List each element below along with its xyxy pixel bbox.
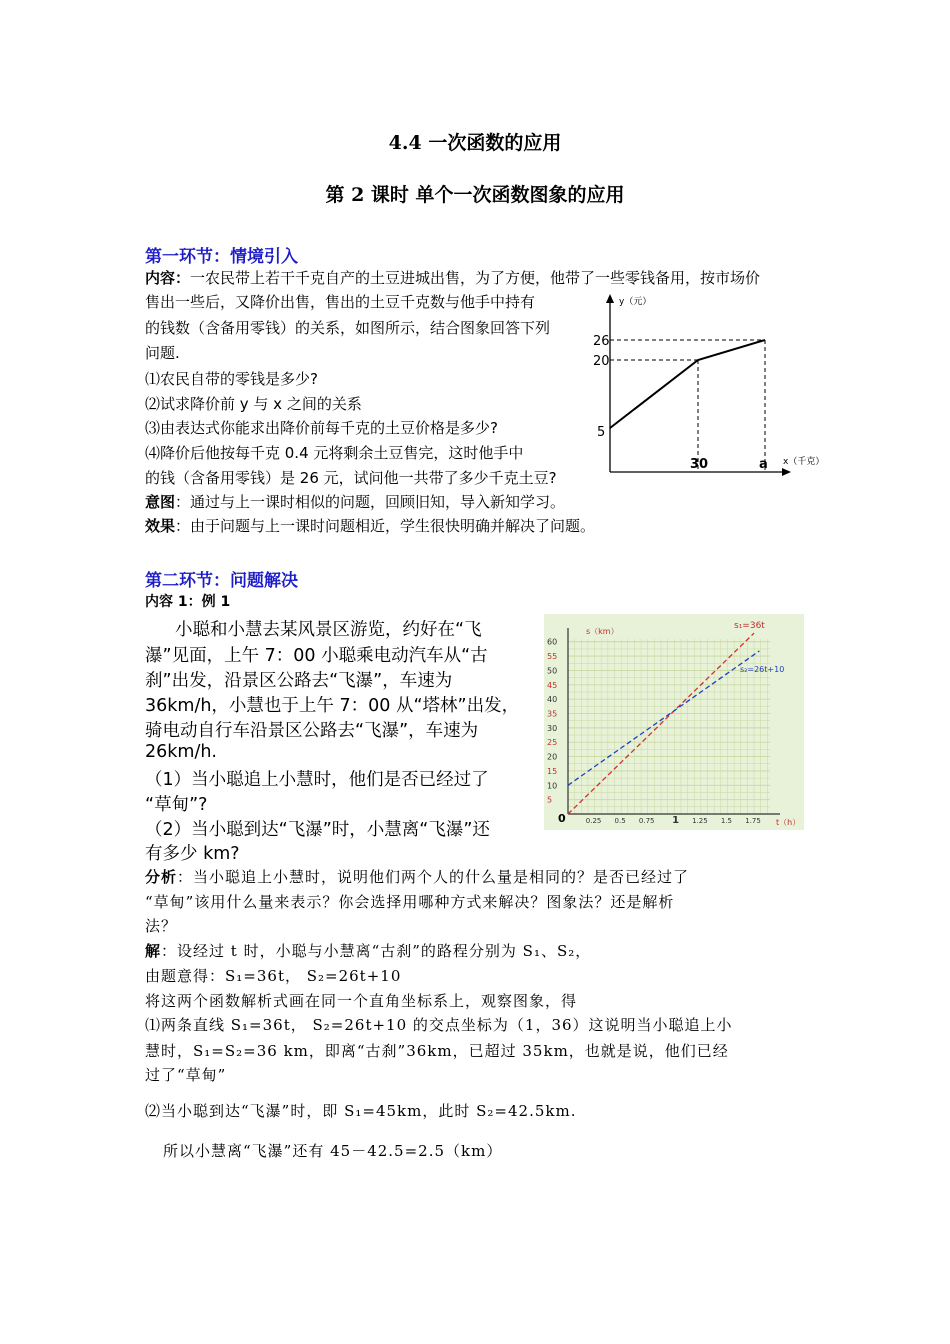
x-tick-label: 1 bbox=[672, 815, 680, 826]
example-line3: 刹”出发，沿景区公路去“飞瀑”，车速为 bbox=[145, 671, 453, 691]
example-line2: 瀑”见面，上午 7：00 小聪乘电动汽车从“古 bbox=[145, 646, 488, 666]
solution-text: ：设经过 t 时，小聪与小慧离“古刹”的路程分别为 S₁、S₂， bbox=[161, 942, 592, 960]
content-text: 一农民带上若干千克自产的土豆进城出售，为了方便，他带了一些零钱备用，按市场价 bbox=[190, 269, 761, 287]
content-label: 内容： bbox=[145, 269, 191, 287]
distance-time-chart bbox=[544, 614, 804, 830]
document-title: 4.4 一次函数的应用 bbox=[388, 132, 562, 154]
chart-background bbox=[544, 614, 804, 830]
section2-heading: 第二环节：问题解决 bbox=[145, 571, 298, 591]
question-4-line2: 的钱（含备用零钱）是 26 元，试问他一共带了多少千克土豆? bbox=[145, 469, 557, 487]
example-q1-line1: （1）当小聪追上小慧时，他们是否已经过了 bbox=[145, 770, 489, 790]
x-tick-label: 1.25 bbox=[692, 817, 708, 825]
x-tick-label: 0.25 bbox=[585, 817, 602, 825]
example-line4: 36km/h，小慧也于上午 7：00 从“塔林”出发， bbox=[145, 696, 520, 716]
y-tick-20: 20 bbox=[593, 354, 610, 369]
y-tick-label: 5 bbox=[547, 795, 553, 805]
example-line6: 26km/h. bbox=[145, 742, 217, 762]
price-graph bbox=[585, 290, 825, 480]
y-tick-5: 5 bbox=[597, 425, 606, 440]
analysis-line1 bbox=[145, 866, 689, 887]
solution-line2: 由题意得：S₁=36t， S₂=26t+10 bbox=[145, 967, 402, 985]
effect-label: 效果 bbox=[145, 517, 176, 535]
section1-content-line3: 的钱数（含备用零钱）的关系，如图所示，结合图象回答下列 bbox=[145, 319, 551, 337]
section1-heading: 第一环节：情境引入 bbox=[145, 247, 298, 267]
y-axis-label: y（元） bbox=[619, 297, 652, 307]
x-axis-label: x（千克） bbox=[783, 457, 825, 467]
analysis-label: 分析 bbox=[145, 868, 178, 886]
x-axis-arrow bbox=[782, 468, 791, 476]
section1-content-line1 bbox=[145, 266, 760, 290]
y-tick-label: 10 bbox=[547, 781, 558, 791]
series-s1-label: s₁=36t bbox=[734, 621, 765, 631]
solution-line4: ⑴两条直线 S₁=36t， S₂=26t+10 的交点坐标为（1，36）这说明当小聪追上小 bbox=[145, 1016, 733, 1034]
x-tick-label: 0.5 bbox=[614, 817, 626, 825]
y-tick-label: 55 bbox=[547, 652, 558, 662]
intent-text: ：通过与上一课时相似的问题，回顾旧知，导入新知学习。 bbox=[175, 493, 566, 511]
money-line bbox=[610, 340, 765, 428]
y-tick-label: 35 bbox=[547, 709, 558, 719]
y-tick-label: 45 bbox=[547, 680, 558, 690]
solution-line3: 将这两个函数解析式画在同一个直角坐标系上，观察图象，得 bbox=[145, 992, 578, 1010]
example-line5: 骑电动自行车沿景区公路去“飞瀑”，车速为 bbox=[145, 721, 479, 741]
solution-line8: 所以小慧离“飞瀑”还有 45－42.5=2.5（km） bbox=[163, 1142, 503, 1160]
solution-label: 解 bbox=[145, 942, 162, 960]
y-tick-label: 20 bbox=[547, 752, 558, 762]
solution-line6: 过了“草甸” bbox=[145, 1066, 227, 1084]
example-q1-line2: “草甸”? bbox=[145, 795, 208, 815]
question-4-line1: ⑷降价后他按每千克 0.4 元将剩余土豆售完，这时他手中 bbox=[145, 444, 524, 462]
analysis-line2: “草甸”该用什么量来表示？你会选择用哪种方式来解决？图象法？还是解析 bbox=[145, 893, 675, 911]
section1-content-line4: 问题. bbox=[145, 344, 180, 362]
y-tick-label: 30 bbox=[547, 723, 558, 733]
analysis-text: ：当小聪追上小慧时，说明他们两个人的什么量是相同的？是否已经过了 bbox=[177, 868, 690, 886]
lesson-subtitle: 第 2 课时 单个一次函数图象的应用 bbox=[325, 184, 625, 206]
solution-line1 bbox=[145, 940, 591, 961]
y-axis-arrow bbox=[606, 294, 614, 303]
x-tick-label: 1.5 bbox=[720, 817, 733, 825]
x-tick-label: 0.75 bbox=[638, 817, 655, 825]
y-tick-label: 60 bbox=[547, 637, 558, 647]
y-tick-label: 15 bbox=[547, 766, 558, 776]
effect-text: ：由于问题与上一课时问题相近，学生很快明确并解决了问题。 bbox=[175, 517, 596, 535]
effect-line bbox=[145, 514, 595, 538]
solution-line7: ⑵当小聪到达“飞瀑”时，即 S₁=45km，此时 S₂=42.5km. bbox=[145, 1102, 577, 1120]
example-line1: 小聪和小慧去某风景区游览，约好在“飞 bbox=[175, 620, 482, 640]
example-q2-line1: （2）当小聪到达“飞瀑”时，小慧离“飞瀑”还 bbox=[145, 820, 490, 840]
section2-content-label bbox=[145, 590, 230, 614]
content1-label: 内容 1： bbox=[145, 594, 202, 610]
example-label: 例 1 bbox=[201, 594, 231, 610]
question-2: ⑵试求降价前 y 与 x 之间的关系 bbox=[145, 395, 362, 413]
y-tick-label: 40 bbox=[547, 695, 558, 705]
chart-x-label: t（h） bbox=[776, 818, 801, 827]
analysis-line3: 法？ bbox=[145, 917, 178, 935]
section1-content-line2: 售出一些后，又降价出售，售出的土豆千克数与他手中持有 bbox=[145, 293, 536, 311]
question-3: ⑶由表达式你能求出降价前每千克的土豆价格是多少? bbox=[145, 419, 498, 437]
y-tick-26: 26 bbox=[593, 334, 610, 349]
x-tick-label: 1.75 bbox=[745, 817, 761, 825]
y-tick-label: 50 bbox=[547, 666, 558, 676]
intent-line bbox=[145, 490, 565, 514]
question-1: ⑴农民自带的零钱是多少? bbox=[145, 370, 318, 388]
series-s2-label: s₂=26t+10 bbox=[740, 665, 785, 674]
chart-y-label: s（km） bbox=[586, 627, 619, 636]
x-tick-30: 30 bbox=[690, 457, 709, 472]
example-q2-line2: 有多少 km? bbox=[145, 844, 240, 864]
intent-label: 意图 bbox=[145, 493, 176, 511]
y-tick-label: 25 bbox=[547, 738, 558, 748]
solution-line5: 慧时，S₁=S₂=36 km，即离“古刹”36km，已超过 35km，也就是说，他们已经 bbox=[145, 1042, 729, 1060]
x-tick-a: a bbox=[759, 457, 768, 472]
chart-origin: 0 bbox=[558, 812, 566, 825]
